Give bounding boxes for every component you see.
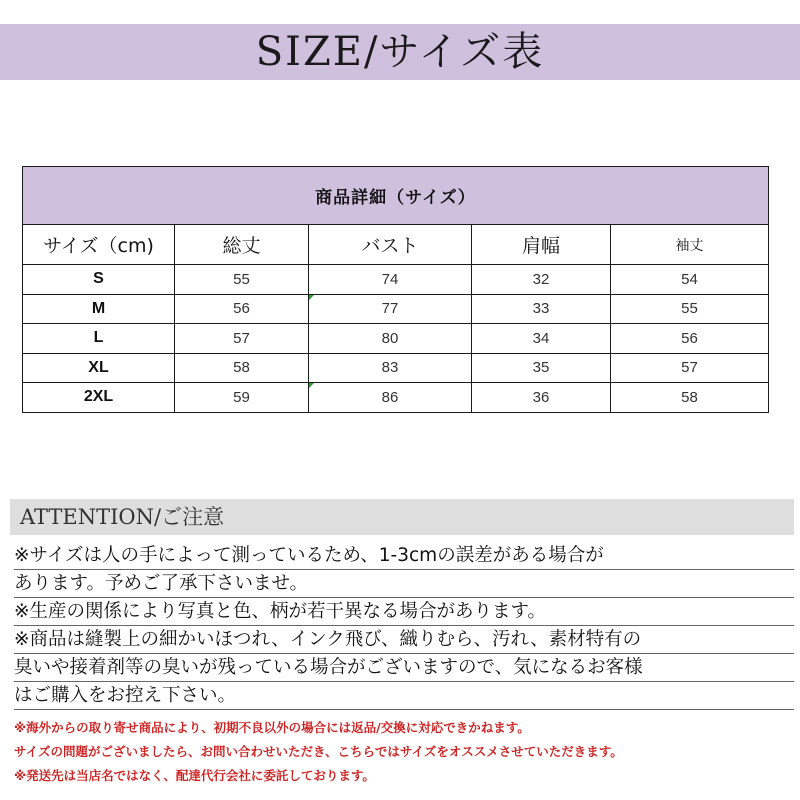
- cell-bust: 83: [309, 353, 472, 383]
- warning-notes: [14, 716, 794, 788]
- size-table: [22, 166, 769, 413]
- note-line: ※サイズは人の手によって測っているため、1-3cmの誤差がある場合が: [14, 542, 794, 570]
- warning-line: サイズの問題がございましたら、お問い合わせいただき、こちらではサイズをオススメさせていただきます。: [14, 744, 623, 759]
- cell-shoulder: 32: [472, 265, 611, 295]
- table-row: [23, 353, 769, 383]
- cell-length: 58: [175, 353, 309, 383]
- attention-notes: [14, 542, 794, 710]
- cell-size: M: [23, 294, 175, 324]
- page-title: SIZE/サイズ表: [255, 29, 545, 75]
- cell-length: 56: [175, 294, 309, 324]
- table-header-row: [23, 225, 769, 265]
- warning-line: ※発送先は当店名ではなく、配達代行会社に委託しております。: [14, 768, 375, 783]
- cell-sleeve: 56: [611, 324, 769, 354]
- note-line: ※商品は縫製上の細かいほつれ、インク飛び、織りむら、汚れ、素材特有の: [14, 626, 794, 654]
- cell-bust: 86: [309, 383, 472, 413]
- note-line: 臭いや接着剤等の臭いが残っている場合がございますので、気になるお客様: [14, 654, 794, 682]
- cell-size: 2XL: [23, 383, 175, 413]
- cell-length: 57: [175, 324, 309, 354]
- cell-shoulder: 35: [472, 353, 611, 383]
- header-size: サイズ（cm): [23, 225, 175, 265]
- note-line: ※生産の関係により写真と色、柄が若干異なる場合があります。: [14, 598, 794, 626]
- note-line: はご購入をお控え下さい。: [14, 682, 794, 710]
- cell-sleeve: 55: [611, 294, 769, 324]
- cell-sleeve: 54: [611, 265, 769, 295]
- cell-shoulder: 33: [472, 294, 611, 324]
- header-sleeve: 袖丈: [611, 225, 769, 265]
- cell-shoulder: 36: [472, 383, 611, 413]
- cell-bust: 77: [309, 294, 472, 324]
- table-row: [23, 265, 769, 295]
- cell-size: XL: [23, 353, 175, 383]
- table-caption: 商品詳細（サイズ）: [23, 167, 769, 225]
- warning-line: ※海外からの取り寄せ商品により、初期不良以外の場合には返品/交換に対応できかねます。: [14, 720, 530, 735]
- cell-sleeve: 57: [611, 353, 769, 383]
- header-bust: バスト: [309, 225, 472, 265]
- attention-title: ATTENTION/ご注意: [20, 505, 225, 529]
- table-row: [23, 294, 769, 324]
- cell-size: L: [23, 324, 175, 354]
- cell-shoulder: 34: [472, 324, 611, 354]
- cell-size: S: [23, 265, 175, 295]
- table-row: [23, 383, 769, 413]
- cell-sleeve: 58: [611, 383, 769, 413]
- cell-bust: 74: [309, 265, 472, 295]
- cell-bust: 80: [309, 324, 472, 354]
- header-length: 総丈: [175, 225, 309, 265]
- cell-length: 55: [175, 265, 309, 295]
- cell-length: 59: [175, 383, 309, 413]
- table-row: [23, 324, 769, 354]
- header-shoulder: 肩幅: [472, 225, 611, 265]
- note-line: あります。予めご了承下さいませ。: [14, 570, 794, 598]
